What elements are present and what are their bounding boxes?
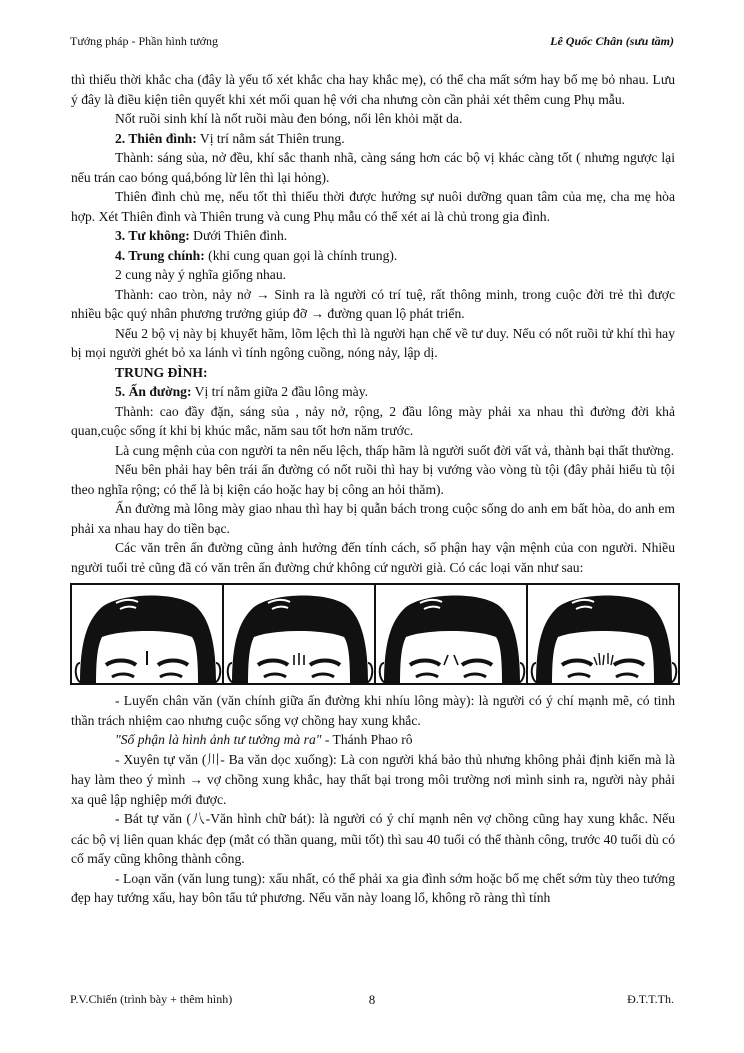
paragraph: - Xuyên tự văn (川- Ba văn dọc xuống): Là con người khá bảo thủ nhưng không phải định kiến mà là hay làm theo ý mình → vợ chồng xung khắc, hay thất bại trong môi trường nơi mình sinh ra, người này phải xa quê lập nghiệp mới được. <box>71 751 675 807</box>
forehead-lines-figure <box>70 583 680 685</box>
paragraph: Nốt ruồi sinh khí là nốt ruồi màu đen bóng, nổi lên khỏi mặt da. <box>115 111 463 126</box>
paragraph: Là cung mệnh của con người ta nên nếu lệch, thấp hãm là người suốt đời vất vả, thành bại thất thường. <box>115 442 674 458</box>
paragraph: Nếu bên phải hay bên trái ấn đường có nốt ruồi thì hay bị vướng vào vòng tù tội (đây phải hiểu tù tội theo nghĩa rộng; có thể là bị kiện cáo hoặc hay bị công an hỏi thăm). <box>71 462 675 497</box>
paragraph: - Bát tự văn (八-Văn hình chữ bát): là người có ý chí mạnh nên vợ chồng cũng hay xung khắc. Nếu các bộ vị liên quan khác đẹp (mắt có thần quang, mũi tốt) thì sau 40 tuổi có thể thành công, trước 40 tuổi dù có cố mấy cũng không thành công. <box>71 811 676 866</box>
paragraph: Thành: sáng sủa, nở đều, khí sắc thanh nhã, càng sáng hơn các bộ vị khác càng tốt ( nhưng ngược lại nếu trán cao bóng quá,bóng lừ lên thì lại hỏng). <box>71 150 675 185</box>
face-loan-van-drawing <box>528 585 678 683</box>
face-illustration-bat-tu-van <box>376 585 528 683</box>
face-bat-tu-van-drawing <box>376 585 526 683</box>
paragraph: 4. Trung chính: (khi cung quan gọi là chính trung). <box>115 247 398 263</box>
paragraph: Thành: cao đầy đặn, sáng sủa , nảy nở, rộng, 2 đầu lông mày phải xa nhau thì đường đời khả quan,cuộc sống ít khi bị khúc mắc, năm sau tốt hơn năm trước. <box>71 403 675 438</box>
paragraph <box>71 730 675 750</box>
paragraph: thì thiếu thời khắc cha (đây là yếu tố xét khắc cha hay khắc mẹ), có thể cha mất sớm hay bố mẹ bỏ nhau. Lưu ý đây là điều kiện tiên quyết khi xét mối quan hệ với cha nhưng còn cần phải xét thêm cung Phụ mẫu. <box>71 72 675 107</box>
face-illustration-xuyen-tu-van <box>224 585 376 683</box>
paragraph: - Loạn văn (văn lung tung): xấu nhất, có thể phải xa gia đình sớm hoặc bố mẹ chết sớm tùy theo tướng đẹp hay tướng xấu, hay bôn tẩu tứ phương. Nếu văn này loang lổ, không rõ ràng thì tính <box>71 870 675 905</box>
section-label: 4. Trung chính: <box>115 247 205 263</box>
paragraph: 2 cung này ý nghĩa giống nhau. <box>115 267 287 282</box>
header-book-title: Tướng pháp - Phần hình tướng <box>70 34 219 48</box>
paragraph: Thành: cao tròn, nảy nở → Sinh ra là người có trí tuệ, rất thông minh, trong cuộc đời trẻ thì được nhiều bậc quý nhân phương trưởng giúp đỡ → đường quan lộ phát triển. <box>71 286 675 321</box>
quote: "Số phận là hình ảnh tư tưởng mà ra" <box>115 732 322 747</box>
page-footer <box>70 992 674 1008</box>
section-heading: TRUNG ĐÌNH: <box>115 364 208 380</box>
bat-glyph: 八 <box>190 812 206 827</box>
section-label: 5. Ấn đường: <box>115 384 192 399</box>
paragraph: Ấn đường mà lông mày giao nhau thì hay bị quẫn bách trong cuộc sống do anh em bất hòa, do anh em phải xa nhau hay do tiền bạc. <box>71 501 675 536</box>
page-body <box>71 70 675 908</box>
face-xuyen-tu-van-drawing <box>224 585 374 683</box>
paragraph: - Luyến chân văn (văn chính giữa ấn đường khi nhíu lông mày): là người có ý chí mạnh mẽ, có tinh thần trách nhiệm cao nhưng cuộc sống vợ chồng hay xung khắc. <box>71 693 675 728</box>
paragraph: Nếu 2 bộ vị này bị khuyết hãm, lõm lệch thì là người hạn chế về tư duy. Nếu có nốt ruồi tử khí thì hay bị mọi người ghét bỏ xa lánh vì tính ngông cuồng, nóng nảy, lập dị. <box>71 325 675 360</box>
paragraph: Thiên đình chủ mẹ, nếu tốt thì thiếu thời được hưởng sự nuôi dưỡng quan tâm của mẹ, cha mẹ hòa hợp. Xét Thiên đình và Thiên trung và cung Phụ mẫu có thể xét ai là chủ trong gia đình. <box>71 189 675 224</box>
face-illustration-loan-van <box>528 585 678 683</box>
xuyen-glyph: 川 <box>206 752 221 768</box>
face-illustration-luyen-chan-van <box>72 585 224 683</box>
paragraph: 3. Tư không: Dưới Thiên đình. <box>115 228 288 243</box>
paragraph: Các văn trên ấn đường cũng ảnh hưởng đến tính cách, số phận hay vận mệnh của con người. Nhiều người tuổi trẻ cũng đã có văn trên ấn đường chứ không cứ người già. Có các loại văn như sau: <box>71 540 675 575</box>
page-header <box>70 34 674 50</box>
paragraph: 5. Ấn đường: Vị trí nằm giữa 2 đầu lông mày. <box>115 384 369 399</box>
footer-initials: Đ.T.T.Th. <box>627 992 674 1006</box>
header-author: Lê Quốc Chân (sưu tầm) <box>550 34 674 48</box>
section-label: 2. Thiên đình: <box>115 130 197 146</box>
quote-author: - Thánh Phao rô <box>321 732 413 747</box>
face-luyen-chan-van-drawing <box>72 585 222 683</box>
page-number: 8 <box>368 992 376 1007</box>
footer-credit: P.V.Chiến (trình bày + thêm hình) <box>70 992 233 1006</box>
paragraph: 2. Thiên đình: Vị trí nằm sát Thiên trung. <box>115 130 345 146</box>
section-label: 3. Tư không: <box>115 228 190 243</box>
